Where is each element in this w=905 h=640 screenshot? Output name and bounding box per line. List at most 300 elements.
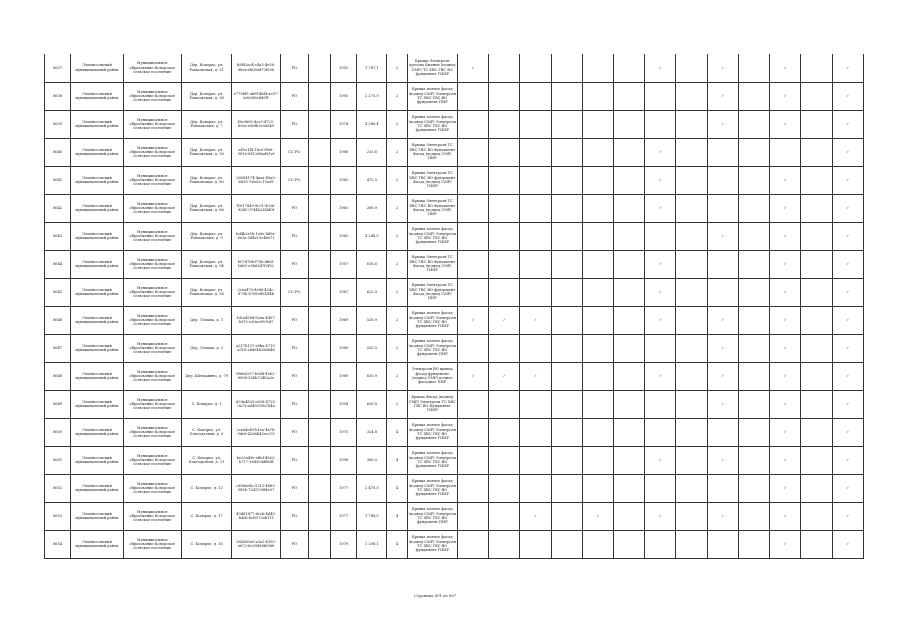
checkmark-icon: ✓ xyxy=(846,93,850,98)
work-check-cell xyxy=(582,194,613,222)
work-check-cell xyxy=(645,82,676,110)
work-check-cell xyxy=(645,222,676,250)
work-check-cell xyxy=(801,446,832,474)
district-cell: Ломоносовский муниципальный район xyxy=(71,138,123,166)
floors-cell: 2 xyxy=(387,362,407,390)
work-check-cell xyxy=(457,250,488,278)
year-cell: 1975 xyxy=(331,418,357,446)
work-check-cell xyxy=(614,362,645,390)
works-list-cell: Крыша полное фасад (подвод СМР) Электроэн ТС ХВС ГВС ВО фундамент ГИИР xyxy=(407,474,457,502)
work-check-cell xyxy=(801,138,832,166)
work-check-cell xyxy=(770,474,801,502)
district-cell: Ломоносовский муниципальный район xyxy=(71,530,123,558)
work-check-cell xyxy=(457,502,488,530)
work-check-cell xyxy=(551,54,582,82)
management-cell: РО xyxy=(280,390,308,418)
management-cell: РО xyxy=(280,54,308,82)
blank-cell xyxy=(308,334,330,362)
year-cell: 1989 xyxy=(331,362,357,390)
area-cell: 555,5 xyxy=(357,334,387,362)
row-number: 8643 xyxy=(45,222,71,250)
checkmark-icon: ✓ xyxy=(502,373,506,378)
work-check-cell xyxy=(457,166,488,194)
work-check-cell xyxy=(551,166,582,194)
works-list-cell: Крыша Электроэн ТС ХВС ГВС ВО фундамент Фасад (подвод СМР) ПИР xyxy=(407,278,457,306)
work-check-cell xyxy=(770,530,801,558)
checkmark-icon: ✓ xyxy=(846,65,850,70)
work-check-cell xyxy=(645,110,676,138)
work-check-cell xyxy=(582,306,613,334)
work-check-cell xyxy=(770,250,801,278)
work-check-cell xyxy=(614,166,645,194)
guid-cell: be23a49e-ef6d-4562-b717-28d30dd6b8f xyxy=(232,446,280,474)
settlement-cell: Муниципальное образование Копорское сельское поселение xyxy=(123,306,181,334)
guid-cell: bd4b2e1b-1e8e-4d9e-8e2a-5d4e19c4be71 xyxy=(232,222,280,250)
table-row xyxy=(45,222,864,250)
work-check-cell xyxy=(707,250,738,278)
checkmark-icon: ✓ xyxy=(783,289,787,294)
table-row xyxy=(45,278,864,306)
checkmark-icon: ✓ xyxy=(783,177,787,182)
work-check-cell xyxy=(645,194,676,222)
checkmark-icon: ✓ xyxy=(783,541,787,546)
work-check-cell xyxy=(801,278,832,306)
district-cell: Ломоносовский муниципальный район xyxy=(71,110,123,138)
checkmark-icon: ✓ xyxy=(596,513,600,518)
work-check-cell xyxy=(770,222,801,250)
management-cell: РО xyxy=(280,222,308,250)
district-cell: Ломоносовский муниципальный район xyxy=(71,334,123,362)
address-cell: Дер. Копорье, ул. Рошальская, д. 9 xyxy=(181,222,231,250)
work-check-cell xyxy=(707,502,738,530)
checkmark-icon: ✓ xyxy=(658,373,662,378)
checkmark-icon: ✓ xyxy=(783,93,787,98)
work-check-cell xyxy=(770,138,801,166)
works-list-cell: Крыша полное фасад (подвод СМР) Электроэн ТС ХВС ГВС ВО фундамент ПИР xyxy=(407,334,457,362)
year-cell: 1977 xyxy=(331,474,357,502)
area-cell: 4 286,4 xyxy=(357,110,387,138)
year-cell: 1974 xyxy=(331,110,357,138)
area-cell: 526,9 xyxy=(357,306,387,334)
settlement-cell: Муниципальное образование Копорское сельское поселение xyxy=(123,362,181,390)
work-check-cell xyxy=(832,250,863,278)
work-check-cell xyxy=(645,530,676,558)
row-number: 8652 xyxy=(45,474,71,502)
work-check-cell xyxy=(551,138,582,166)
work-check-cell xyxy=(457,474,488,502)
work-check-cell xyxy=(738,502,769,530)
checkmark-icon: ✓ xyxy=(721,317,725,322)
work-check-cell xyxy=(645,138,676,166)
work-check-cell xyxy=(582,390,613,418)
work-check-cell xyxy=(457,530,488,558)
area-cell: 622,9 xyxy=(357,278,387,306)
district-cell: Ломоносовский муниципальный район xyxy=(71,502,123,530)
work-check-cell xyxy=(738,194,769,222)
checkmark-icon: ✓ xyxy=(533,513,537,518)
checkmark-icon: ✓ xyxy=(721,457,725,462)
work-check-cell xyxy=(520,194,551,222)
work-check-cell xyxy=(520,166,551,194)
work-check-cell xyxy=(582,222,613,250)
work-check-cell xyxy=(582,110,613,138)
settlement-cell: Муниципальное образование Копорское сельское поселение xyxy=(123,222,181,250)
work-check-cell xyxy=(520,446,551,474)
year-cell: 1994 xyxy=(331,390,357,418)
management-cell: РО xyxy=(280,502,308,530)
year-cell: 1965 xyxy=(331,194,357,222)
work-check-cell xyxy=(801,390,832,418)
guid-cell: e7794f5-ab9f-4fd4-ae57-3eb288e4d5f1 xyxy=(232,82,280,110)
work-check-cell xyxy=(551,194,582,222)
area-cell: 2 273,9 xyxy=(357,82,387,110)
checkmark-icon: ✓ xyxy=(721,65,725,70)
work-check-cell xyxy=(457,110,488,138)
address-cell: Дер. Ломаха, д. 2 xyxy=(181,334,231,362)
year-cell: 1957 xyxy=(331,250,357,278)
district-cell: Ломоносовский муниципальный район xyxy=(71,362,123,390)
settlement-cell: Муниципальное образование Копорское сельское поселение xyxy=(123,474,181,502)
district-cell: Ломоносовский муниципальный район xyxy=(71,82,123,110)
work-check-cell xyxy=(801,194,832,222)
work-check-cell xyxy=(489,362,520,390)
checkmark-icon: ✓ xyxy=(783,457,787,462)
work-check-cell xyxy=(676,306,707,334)
work-check-cell xyxy=(832,110,863,138)
work-check-cell xyxy=(770,54,801,82)
floors-cell: 4 xyxy=(387,502,407,530)
work-check-cell xyxy=(582,474,613,502)
page-footer: Страница 491 из 867 xyxy=(414,593,457,598)
work-check-cell xyxy=(676,418,707,446)
management-cell: РО xyxy=(280,82,308,110)
management-cell: РО xyxy=(280,250,308,278)
row-number: 8640 xyxy=(45,138,71,166)
work-check-cell xyxy=(457,418,488,446)
work-check-cell xyxy=(457,306,488,334)
work-check-cell xyxy=(489,250,520,278)
district-cell: Ломоносовский муниципальный район xyxy=(71,474,123,502)
settlement-cell: Муниципальное образование Копорское сельское поселение xyxy=(123,502,181,530)
guid-cell: b9f82ec4-c4a5-4e56-88ea-ebb5ed72f098 xyxy=(232,54,280,82)
work-check-cell xyxy=(738,530,769,558)
work-check-cell xyxy=(520,306,551,334)
checkmark-icon: ✓ xyxy=(846,233,850,238)
work-check-cell xyxy=(738,418,769,446)
works-list-cell: Крыша полное фасад (подвод СМР) Электроэн ТС ХВС ГВС ВО фундамент ГИИР xyxy=(407,418,457,446)
work-check-cell xyxy=(832,54,863,82)
work-check-cell xyxy=(738,446,769,474)
work-check-cell xyxy=(738,278,769,306)
management-cell: РО xyxy=(280,306,308,334)
guid-cell: 49d81877-dccb-4d45-b4dc-bd0572ab11f xyxy=(232,502,280,530)
work-check-cell xyxy=(551,446,582,474)
work-check-cell xyxy=(551,82,582,110)
table-row xyxy=(45,502,864,530)
work-check-cell xyxy=(770,278,801,306)
management-cell: РО xyxy=(280,446,308,474)
checkmark-icon: ✓ xyxy=(783,345,787,350)
work-check-cell xyxy=(738,250,769,278)
guid-cell: 2cea4e40-b1ea-4a78-9de8-4266b45ecc19 xyxy=(232,418,280,446)
table-row xyxy=(45,194,864,222)
work-check-cell xyxy=(582,334,613,362)
work-check-cell xyxy=(645,54,676,82)
blank-cell xyxy=(308,278,330,306)
work-check-cell xyxy=(676,194,707,222)
floors-cell: 4 xyxy=(387,474,407,502)
work-check-cell xyxy=(801,166,832,194)
work-check-cell xyxy=(832,194,863,222)
work-check-cell xyxy=(457,390,488,418)
row-number: 8646 xyxy=(45,306,71,334)
guid-cell: 2cea470-de8d-424c-870b-87080d9f2f4b xyxy=(232,278,280,306)
area-cell: 618,6 xyxy=(357,250,387,278)
district-cell: Ломоносовский муниципальный район xyxy=(71,418,123,446)
work-check-cell xyxy=(832,334,863,362)
work-check-cell xyxy=(832,530,863,558)
work-check-cell xyxy=(707,82,738,110)
row-number: 8651 xyxy=(45,446,71,474)
floors-cell: 2 xyxy=(387,54,407,82)
work-check-cell xyxy=(489,446,520,474)
row-number: 8653 xyxy=(45,502,71,530)
management-cell: РО xyxy=(280,418,308,446)
work-check-cell xyxy=(676,474,707,502)
guid-cell: a217b137-a9ba-4715-a518-cb4e4b28664d xyxy=(232,334,280,362)
work-check-cell xyxy=(707,306,738,334)
work-check-cell xyxy=(520,530,551,558)
checkmark-icon: ✓ xyxy=(846,345,850,350)
work-check-cell xyxy=(801,306,832,334)
checkmark-icon: ✓ xyxy=(658,65,662,70)
blank-cell xyxy=(308,250,330,278)
work-check-cell xyxy=(770,502,801,530)
address-cell: С. Копорье, ул. Благодатная, д. 11 xyxy=(181,446,231,474)
works-list-cell: Крыша Электроэн ТС ХВС ГВС ВО Фундамент Фасад (подвод СМР) ГИИР xyxy=(407,250,457,278)
blank-cell xyxy=(308,222,330,250)
floors-cell: 2 xyxy=(387,250,407,278)
work-check-cell xyxy=(676,390,707,418)
work-check-cell xyxy=(614,54,645,82)
checkmark-icon: ✓ xyxy=(783,65,787,70)
checkmark-icon: ✓ xyxy=(846,177,850,182)
district-cell: Ломоносовский муниципальный район xyxy=(71,250,123,278)
work-check-cell xyxy=(676,250,707,278)
work-check-cell xyxy=(770,82,801,110)
area-cell: 1 208,1 xyxy=(357,530,387,558)
work-check-cell xyxy=(707,446,738,474)
work-check-cell xyxy=(676,82,707,110)
work-check-cell xyxy=(614,250,645,278)
settlement-cell: Муниципальное образование Копорское сельское поселение xyxy=(123,194,181,222)
year-cell: 1989 xyxy=(331,334,357,362)
work-check-cell xyxy=(457,446,488,474)
checkmark-icon: ✓ xyxy=(471,65,475,70)
work-check-cell xyxy=(645,390,676,418)
work-check-cell xyxy=(520,110,551,138)
works-list-cell: Крыша полное фасад (подвод СМР) Электроэн ТС ХВС ГВС ВО фундамент ГИИР xyxy=(407,530,457,558)
guid-cell: d29a4829-e638-4725-9a73-ad49019b784a xyxy=(232,390,280,418)
checkmark-icon: ✓ xyxy=(846,457,850,462)
work-check-cell xyxy=(707,362,738,390)
checkmark-icon: ✓ xyxy=(721,401,725,406)
checkmark-icon: ✓ xyxy=(783,317,787,322)
work-check-cell xyxy=(832,390,863,418)
work-check-cell xyxy=(832,418,863,446)
work-check-cell xyxy=(832,138,863,166)
address-cell: Дер. Копорье, ул. Рошальская, д. 38 xyxy=(181,82,231,110)
row-number: 8638 xyxy=(45,82,71,110)
work-check-cell xyxy=(801,474,832,502)
work-check-cell xyxy=(520,82,551,110)
checkmark-icon: ✓ xyxy=(471,317,475,322)
work-check-cell xyxy=(614,530,645,558)
checkmark-icon: ✓ xyxy=(783,401,787,406)
work-check-cell xyxy=(489,278,520,306)
area-cell: 366,5 xyxy=(357,446,387,474)
checkmark-icon: ✓ xyxy=(658,317,662,322)
checkmark-icon: ✓ xyxy=(846,289,850,294)
address-cell: С. Копорье, д. 1 xyxy=(181,390,231,418)
checkmark-icon: ✓ xyxy=(783,205,787,210)
work-check-cell xyxy=(520,222,551,250)
year-cell: 1969 xyxy=(331,306,357,334)
work-check-cell xyxy=(520,138,551,166)
table-row xyxy=(45,110,864,138)
row-number: 8639 xyxy=(45,110,71,138)
guid-cell: b07d78b-f70b-4f6d-b4e1-e5b6847f2f92 xyxy=(232,250,280,278)
guid-cell: 28584174-4aea-49a0-b859-7eb02c15a98 xyxy=(232,166,280,194)
works-list-cell: Крыша полное фасад (подвод СМР) Электроэн ТС ХВС ГВС ВО фундамент ПИР xyxy=(407,82,457,110)
work-check-cell xyxy=(676,446,707,474)
work-check-cell xyxy=(489,110,520,138)
checkmark-icon: ✓ xyxy=(721,93,725,98)
work-check-cell xyxy=(770,166,801,194)
work-check-cell xyxy=(645,250,676,278)
checkmark-icon: ✓ xyxy=(846,513,850,518)
work-check-cell xyxy=(676,54,707,82)
works-list-cell: Крыша полное фасад (подвод СМР) Электроэн ТС ХВС ГВС ВО фундамент ПИР xyxy=(407,502,457,530)
work-check-cell xyxy=(676,530,707,558)
guid-cell: 3845d0e0-a3a1-4355-a673-8c99498f6988 xyxy=(232,530,280,558)
district-cell: Ломоносовский муниципальный район xyxy=(71,390,123,418)
checkmark-icon: ✓ xyxy=(846,541,850,546)
work-check-cell xyxy=(582,54,613,82)
work-check-cell xyxy=(582,278,613,306)
checkmark-icon: ✓ xyxy=(846,121,850,126)
work-check-cell xyxy=(738,82,769,110)
work-check-cell xyxy=(738,138,769,166)
work-check-cell xyxy=(645,278,676,306)
checkmark-icon: ✓ xyxy=(846,149,850,154)
table-row xyxy=(45,390,864,418)
checkmark-icon: ✓ xyxy=(533,317,537,322)
management-cell: СС РО xyxy=(280,138,308,166)
management-cell: РО xyxy=(280,110,308,138)
table-row xyxy=(45,418,864,446)
work-check-cell xyxy=(614,110,645,138)
work-check-cell xyxy=(738,166,769,194)
district-cell: Ломоносовский муниципальный район xyxy=(71,194,123,222)
work-check-cell xyxy=(645,474,676,502)
work-check-cell xyxy=(489,194,520,222)
checkmark-icon: ✓ xyxy=(783,373,787,378)
blank-cell xyxy=(308,54,330,82)
checkmark-icon: ✓ xyxy=(846,485,850,490)
settlement-cell: Муниципальное образование Копорское сельское поселение xyxy=(123,390,181,418)
floors-cell: 2 xyxy=(387,194,407,222)
checkmark-icon: ✓ xyxy=(783,513,787,518)
work-check-cell xyxy=(551,278,582,306)
management-cell: РО xyxy=(280,474,308,502)
housing-register-table xyxy=(44,54,864,559)
work-check-cell xyxy=(551,530,582,558)
work-check-cell xyxy=(520,250,551,278)
floors-cell: 4 xyxy=(387,446,407,474)
work-check-cell xyxy=(614,278,645,306)
blank-cell xyxy=(308,82,330,110)
blank-cell xyxy=(308,166,330,194)
work-check-cell xyxy=(801,110,832,138)
work-check-cell xyxy=(489,222,520,250)
works-list-cell: Крыша Электроэн ергосна бжение (подвод СМР) ТС ХВС ГВС ВО фундамент ГИИР xyxy=(407,54,457,82)
work-check-cell xyxy=(520,502,551,530)
work-check-cell xyxy=(551,502,582,530)
checkmark-icon: ✓ xyxy=(658,457,662,462)
floors-cell: 2 xyxy=(387,82,407,110)
work-check-cell xyxy=(676,222,707,250)
checkmark-icon: ✓ xyxy=(721,513,725,518)
work-check-cell xyxy=(738,306,769,334)
area-cell: 1 787,1 xyxy=(357,54,387,82)
work-check-cell xyxy=(457,334,488,362)
row-number: 8650 xyxy=(45,418,71,446)
work-check-cell xyxy=(614,82,645,110)
work-check-cell xyxy=(832,82,863,110)
work-check-cell xyxy=(801,502,832,530)
settlement-cell: Муниципальное образование Копорское сельское поселение xyxy=(123,530,181,558)
area-cell: 630,9 xyxy=(357,362,387,390)
guid-cell: cd966ebc-5213-4883-9854-73d3708f4e57 xyxy=(232,474,280,502)
row-number: 8642 xyxy=(45,194,71,222)
settlement-cell: Муниципальное образование Копорское сельское поселение xyxy=(123,418,181,446)
checkmark-icon: ✓ xyxy=(783,121,787,126)
work-check-cell xyxy=(457,82,488,110)
works-list-cell: Крыша полное фасад (подвод СМР) Электроэн ТС ХВС ГВС ВО фундамент ГИИР xyxy=(407,306,457,334)
row-number: 8648 xyxy=(45,362,71,390)
work-check-cell xyxy=(520,334,551,362)
work-check-cell xyxy=(489,530,520,558)
work-check-cell xyxy=(676,334,707,362)
work-check-cell xyxy=(770,418,801,446)
work-check-cell xyxy=(489,54,520,82)
work-check-cell xyxy=(614,334,645,362)
table-row xyxy=(45,138,864,166)
work-check-cell xyxy=(551,110,582,138)
work-check-cell xyxy=(832,362,863,390)
address-cell: Дер. Копорье, ул. Рошальская, д. 58 xyxy=(181,138,231,166)
settlement-cell: Муниципальное образование Копорское сельское поселение xyxy=(123,278,181,306)
work-check-cell xyxy=(738,110,769,138)
address-cell: Дер. Копорье, ул. Рошальская, д. 21 xyxy=(181,54,231,82)
guid-cell: 1dca4984-82ea-4407-b915-e39ae9995d7 xyxy=(232,306,280,334)
work-check-cell xyxy=(707,474,738,502)
guid-cell: f9668237-b9d4-4562-8098-53bb734f3a2e xyxy=(232,362,280,390)
work-check-cell xyxy=(770,194,801,222)
work-check-cell xyxy=(551,418,582,446)
work-check-cell xyxy=(832,446,863,474)
